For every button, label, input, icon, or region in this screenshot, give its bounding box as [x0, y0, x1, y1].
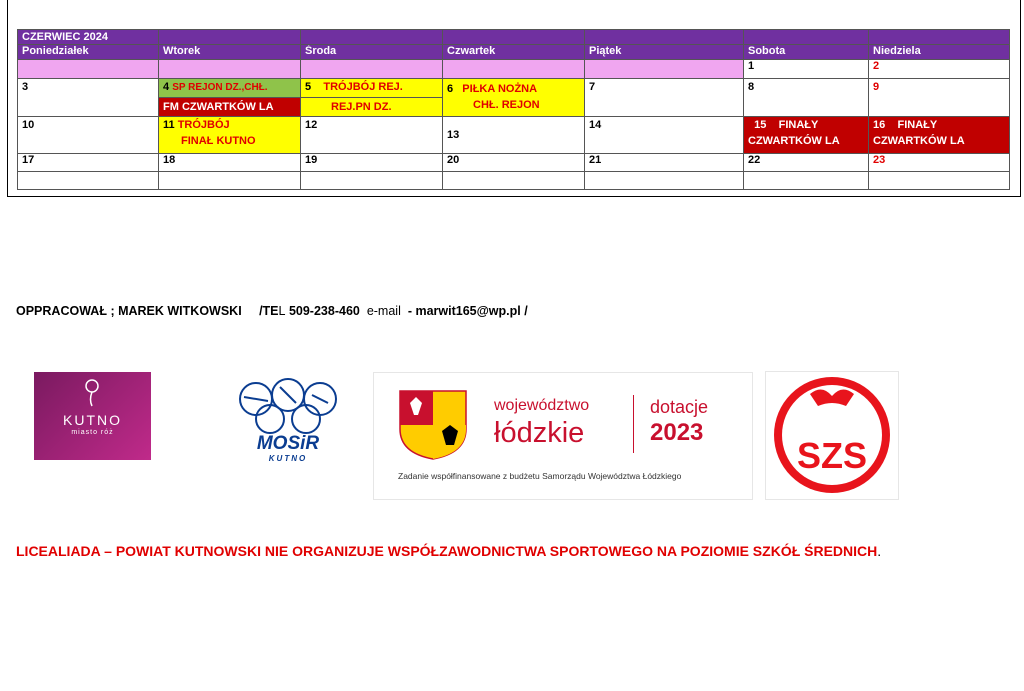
day-cell: 21	[585, 154, 744, 172]
event-cell-trojboj-rej: 5 TRÓJBÓJ REJ. REJ.PN DZ.	[301, 79, 443, 117]
day-cell: 18	[159, 154, 301, 172]
szs-emblem-icon	[766, 372, 898, 499]
email-address[interactable]: - marwit165@wp.pl /	[407, 304, 528, 318]
rose-icon	[34, 372, 151, 412]
svg-text:SZS: SZS	[796, 435, 868, 476]
calendar-title: CZERWIEC 2024	[18, 30, 159, 45]
weekday-friday: Piątek	[585, 45, 744, 60]
mosir-logo: MOSiR KUTNO	[234, 377, 342, 469]
day-cell-sunday: 2	[869, 60, 1010, 79]
phone-number: 509-238-460	[288, 304, 360, 318]
weekday-sunday: Niedziela	[869, 45, 1010, 60]
weekday-monday: Poniedziałek	[18, 45, 159, 60]
day-cell: 3	[18, 79, 159, 117]
weekday-saturday: Sobota	[744, 45, 869, 60]
event-cell-finaly-sunday: 16 FINAŁY CZWARTKÓW LA	[869, 117, 1010, 154]
day-cell: 7	[585, 79, 744, 117]
kutno-logo: KUTNO miasto róż	[34, 372, 151, 460]
weekday-header-row	[18, 45, 1010, 60]
day-cell-sunday: 23	[869, 154, 1010, 172]
week-row-4	[18, 154, 1010, 172]
szs-logo	[765, 371, 899, 500]
june-calendar	[17, 29, 1010, 190]
weekday-thursday: Czwartek	[443, 45, 585, 60]
day-cell: 8	[744, 79, 869, 117]
sports-balls-icon	[234, 377, 342, 435]
licealiada-notice: LICEALIADA – POWIAT KUTNOWSKI NIE ORGANIZUJE WSPÓŁZAWODNICTWA SPORTOWEGO NA POZIOMIE SZKÓŁ ŚREDNICH.	[16, 543, 882, 559]
coat-of-arms-icon	[398, 389, 468, 461]
week-row-5	[18, 172, 1010, 190]
week-row-3	[18, 117, 1010, 154]
weekday-tuesday: Wtorek	[159, 45, 301, 60]
event-cell-trojboj-final: 11 TRÓJBÓJ FINAŁ KUTNO	[159, 117, 301, 154]
lodzkie-dotacje-logo: województwo łódzkie dotacje 2023 Zadanie współfinansowane z budżetu Samorządu Województwa Łódzkiego	[373, 372, 753, 500]
day-cell: 22	[744, 154, 869, 172]
author-credits: OPPRACOWAŁ ; MAREK WITKOWSKI /TEL 509-238-460 e-mail - marwit165@wp.pl /	[16, 304, 528, 318]
day-cell: 13	[443, 117, 585, 154]
day-cell: 1	[744, 60, 869, 79]
week-row-2	[18, 79, 1010, 117]
day-cell: 17	[18, 154, 159, 172]
event-cell-pilka-nozna: 6 PIŁKA NOŻNA CHŁ. REJON	[443, 79, 585, 117]
day-cell: 14	[585, 117, 744, 154]
event-cell-finaly-saturday: 15 FINAŁY CZWARTKÓW LA	[744, 117, 869, 154]
calendar-title-row	[18, 30, 1010, 45]
day-cell: 12	[301, 117, 443, 154]
weekday-wednesday: Środa	[301, 45, 443, 60]
week-row-1	[18, 60, 1010, 79]
day-cell: 10	[18, 117, 159, 154]
day-cell-sunday: 9	[869, 79, 1010, 117]
day-cell: 19	[301, 154, 443, 172]
day-cell: 20	[443, 154, 585, 172]
event-cell-sp-rejon: 4 SP REJON DZ.,CHŁ. FM CZWARTKÓW LA	[159, 79, 301, 117]
